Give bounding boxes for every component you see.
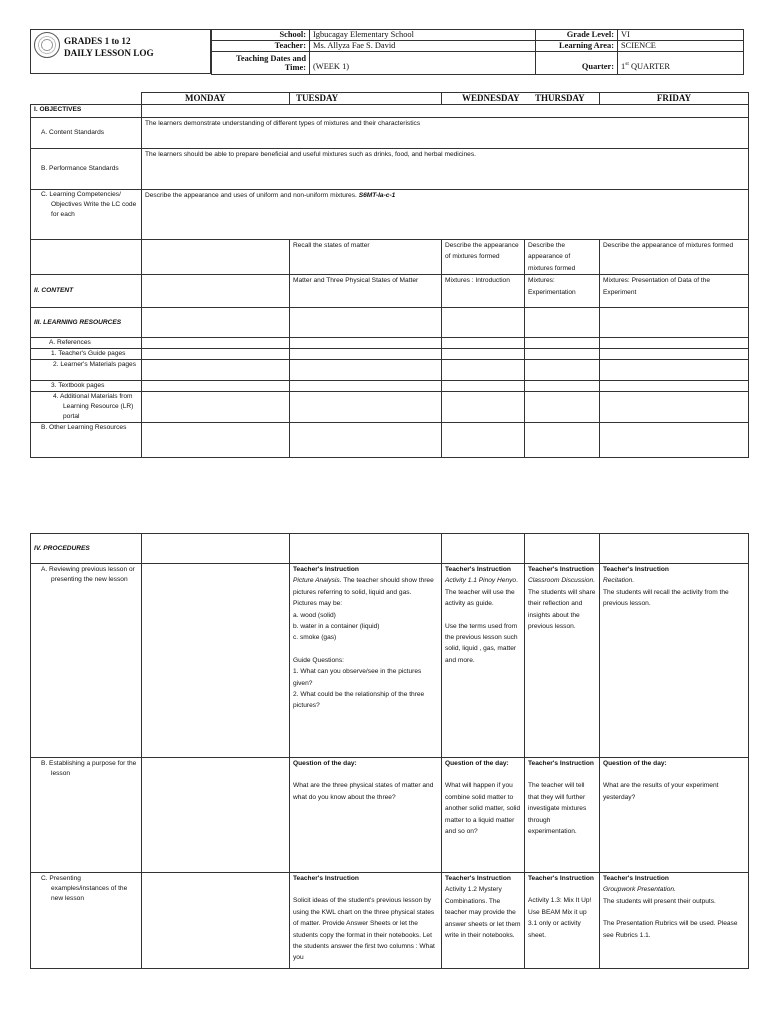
purpose-tuesday: Question of the day: What will happen if you combine solid matter to another solid matter, solid matter to a liquid matter and so on? — [442, 758, 525, 873]
competencies-text: Describe the appearance and uses of uniform and non-uniform mixtures. S6MT-Ia-c-1 — [142, 190, 749, 240]
area-label: Learning Area: — [536, 41, 618, 52]
dates-label: Teaching Dates and Time: — [212, 52, 310, 75]
dates-value: (WEEK 1) — [310, 52, 536, 75]
objective-thursday: Describe the appearance of mixtures formed — [600, 240, 749, 275]
additional-materials-label: 4. Additional Materials from Learning Resource (LR) portal — [31, 392, 142, 423]
purpose-label: B. Establishing a purpose for the lesson — [31, 758, 142, 873]
references-label: A. References — [31, 338, 142, 349]
reviewing-tuesday: Teacher's Instruction Activity 1.1 Pinoy Henyo. The teacher will use the activity as guide. Use the terms used from the previous lesson such solid, liquid , gas, matter and more. — [442, 564, 525, 758]
content-monday: Matter and Three Physical States of Matter — [290, 275, 442, 308]
content-standards-label: A. Content Standards — [31, 118, 142, 149]
content-tuesday: Mixtures : Introduction — [442, 275, 525, 308]
teacher-value: Ms. Allyza Fae S. David — [310, 41, 536, 52]
content-wednesday: Mixtures: Experimentation — [525, 275, 600, 308]
quarter-label: Quarter: — [536, 52, 618, 75]
teacher-label: Teacher: — [212, 41, 310, 52]
resources-label: III. LEARNING RESOURCES — [31, 308, 142, 338]
objective-tuesday: Describe the appearance of mixtures formed — [442, 240, 525, 275]
content-label: II. CONTENT — [31, 275, 142, 308]
school-value: Igbucagay Elementary School — [310, 30, 536, 41]
reviewing-wednesday: Teacher's Instruction Classroom Discussion. The students will share their reflection and insights about the previous lesson. — [525, 564, 600, 758]
grade-value: VI — [618, 30, 744, 41]
presenting-monday: Teacher's Instruction Solicit ideas of the student's previous lesson by using the KWL chart on the three physical states of matter. Provide Answer Sheets or let the students copy the format in their notebooks. Let the students answer the first two columns : What you — [290, 873, 442, 969]
reviewing-thursday: Teacher's Instruction Recitation. The students will recall the activity from the previous lesson. — [600, 564, 749, 758]
content-standards-text: The learners demonstrate understanding of different types of mixtures and their characteristics — [142, 118, 749, 149]
school-label: School: — [212, 30, 310, 41]
day-thursday: THURSDAY — [535, 93, 585, 103]
objectives-label: I. OBJECTIVES — [31, 105, 142, 118]
lesson-log-table-2 — [30, 533, 749, 969]
day-friday: FRIDAY — [600, 93, 749, 105]
purpose-thursday: Question of the day: What are the results of your experiment yesterday? — [600, 758, 749, 873]
objective-wednesday: Describe the appearance of mixtures formed — [525, 240, 600, 275]
lm-pages-label: 2. Learner's Materials pages — [31, 360, 142, 381]
performance-standards-text: The learners should be able to prepare beneficial and useful mixtures such as drinks, food, and herbal medicines. — [142, 149, 749, 190]
day-tuesday: TUESDAY — [290, 93, 442, 105]
performance-standards-label: B. Performance Standards — [31, 149, 142, 190]
purpose-monday: Question of the day: What are the three physical states of matter and what do you know about the three? — [290, 758, 442, 873]
tg-pages-label: 1. Teacher's Guide pages — [31, 349, 142, 360]
reviewing-label: A. Reviewing previous lesson or presenting the new lesson — [31, 564, 142, 758]
purpose-wednesday: Teacher's Instruction The teacher will tell that they will further investigate mixtures through experimentation. — [525, 758, 600, 873]
day-wednesday: WEDNESDAY — [442, 93, 600, 105]
content-thursday: Mixtures: Presentation of Data of the Experiment — [600, 275, 749, 308]
quarter-value: 1st QUARTER — [618, 52, 744, 75]
title-box — [30, 29, 211, 74]
other-resources-label: B. Other Learning Resources — [31, 423, 142, 458]
area-value: SCIENCE — [618, 41, 744, 52]
presenting-tuesday: Teacher's Instruction Activity 1.2 Mystery Combinations. The teacher may provide the answer sheets or let them write in their notebooks. — [442, 873, 525, 969]
title-line1: GRADES 1 to 12 — [64, 36, 131, 46]
objective-monday: Recall the states of matter — [290, 240, 442, 275]
header-info-table — [211, 29, 744, 75]
day-monday: MONDAY — [185, 93, 226, 103]
presenting-thursday: Teacher's Instruction Groupwork Presentation. The students will present their outputs. The Presentation Rubrics will be used. Please see Rubrics 1.1. — [600, 873, 749, 969]
competencies-label: C. Learning Competencies/ Objectives Write the LC code for each — [31, 190, 142, 240]
title-line2: DAILY LESSON LOG — [64, 48, 154, 58]
grade-label: Grade Level: — [536, 30, 618, 41]
lesson-log-table-1 — [30, 92, 749, 458]
presenting-wednesday: Teacher's Instruction Activity 1.3: Mix It Up! Use BEAM Mix it up 3.1 only or activity sheet. — [525, 873, 600, 969]
procedures-label: IV. PROCEDURES — [31, 534, 142, 564]
reviewing-monday: Teacher's Instruction Picture Analysis. The teacher should show three pictures referring to solid, liquid and gas. Pictures may be: a. wood (solid) b. water in a container (liquid) c. smoke (gas) Guide Questions: 1. What can you observe/see in the pictures given? 2. What could be the relationship of the three pictures? — [290, 564, 442, 758]
presenting-label: C. Presenting examples/instances of the new lesson — [31, 873, 142, 969]
textbook-pages-label: 3. Textbook pages — [31, 381, 142, 392]
